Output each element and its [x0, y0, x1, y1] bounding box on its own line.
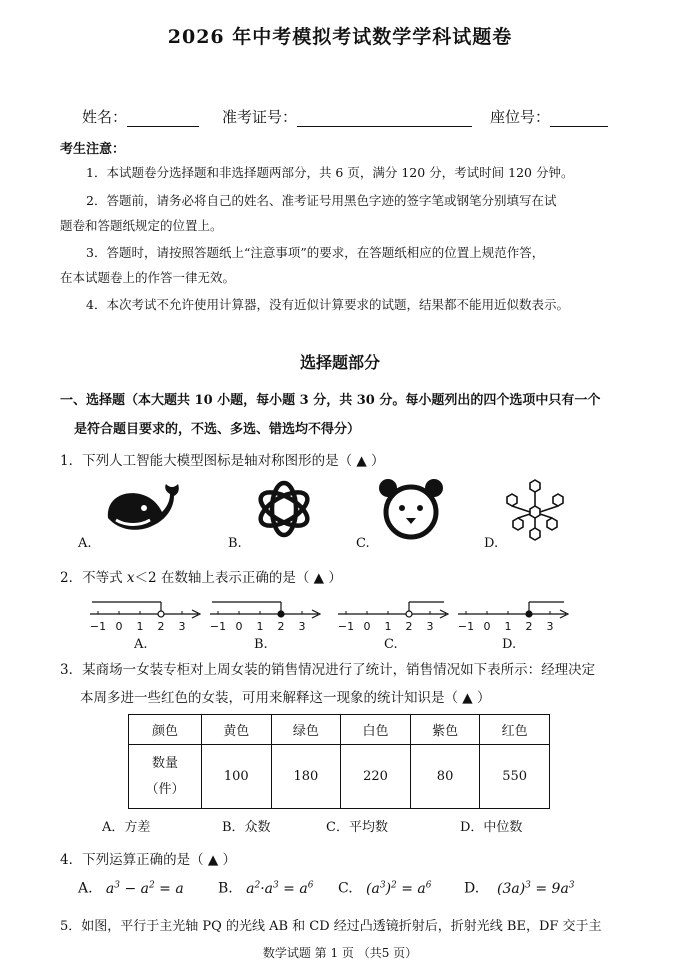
q4-option-d-label: D. — [464, 880, 480, 897]
number-line-tick-label: 0 — [363, 620, 371, 633]
q4-option-b[interactable] — [218, 880, 313, 897]
q1-option-a[interactable]: A. — [78, 536, 92, 551]
table-row-label-line1: 数量 — [151, 755, 178, 771]
q4-option-b-expr: $a^2\cdot a^3 = a^6$ — [237, 880, 314, 897]
number-line-open-point — [158, 611, 164, 617]
number-line-open-point — [406, 611, 412, 617]
question-5: 5．如图，平行于主光轴 PQ 的光线 AB 和 CD 经过凸透镜折射后，折射光线 BE，DF 交于主 — [60, 919, 602, 934]
number-line-closed-point — [278, 611, 284, 617]
number-line-tick-label: 3 — [298, 620, 306, 633]
number-line-tick-label: −1 — [337, 620, 355, 633]
q4-option-c-expr: $(a^3)^2 = a^6$ — [357, 880, 432, 897]
whale-logo-icon — [100, 478, 188, 540]
ticket-blank[interactable] — [297, 110, 472, 127]
page-title: 2026 年中考模拟考试数学学科试题卷 — [167, 26, 513, 48]
q4-option-c-label: C. — [338, 880, 353, 897]
q3-option-d[interactable]: D．中位数 — [460, 820, 523, 835]
table-row-label — [129, 745, 202, 809]
q4-option-a-expr: $a^3 - a^2 = a$ — [97, 880, 184, 897]
question-4: 4．下列运算正确的是（ ▲ ） — [60, 852, 237, 868]
table-header-color: 绿色 — [271, 715, 341, 745]
number-line-tick-label: 2 — [277, 620, 285, 633]
number-line-tick-label: 1 — [504, 620, 512, 633]
notice-item: 3．答题时，请按照答题纸上“注意事项”的要求，在答题纸相应的位置上规范作答， — [86, 245, 545, 260]
notice-item: 在本试题卷上的作答一律无效。 — [60, 270, 236, 285]
part-one-heading: 一、选择题（本大题共 10 小题，每小题 3 分，共 30 分。每小题列出的四个选项中只有一个 — [60, 393, 601, 408]
notice-item: 1．本试题卷分选择题和非选择题两部分，共 6 页，满分 120 分，考试时间 120 分钟。 — [86, 165, 574, 180]
q2-text-post: ＜2 在数轴上表示正确的是（ ▲ ） — [134, 570, 342, 586]
table-cell: 180 — [271, 745, 341, 809]
q2-option-a[interactable]: A. — [134, 637, 148, 652]
number-line-tick-label: 2 — [525, 620, 533, 633]
q2-variable: x — [126, 570, 135, 586]
section-title: 选择题部分 — [299, 353, 380, 372]
seat-blank[interactable] — [550, 110, 608, 127]
q1-option-d[interactable]: D. — [484, 536, 499, 551]
question-3-cont: 本周多进一些红色的女装，可用来解释这一现象的统计知识是（ ▲ ） — [80, 690, 491, 706]
question-3: 3．某商场一女装专柜对上周女装的销售情况进行了统计，销售情况如下表所示：经理决定 — [60, 662, 596, 678]
table-header-color: 红色 — [480, 715, 550, 745]
name-label: 姓名： — [82, 108, 128, 126]
q4-option-b-label: B. — [218, 880, 233, 897]
sales-table — [128, 714, 550, 809]
page-footer: 数学试题 第 1 页 （共5 页） — [262, 946, 418, 960]
seat-label: 座位号： — [490, 108, 551, 126]
table-cell: 220 — [341, 745, 411, 809]
q4-option-d-expr: $(3a)^3 = 9a^3$ — [483, 880, 575, 897]
q3-option-b[interactable]: B．众数 — [222, 820, 271, 835]
table-header-color: 黄色 — [202, 715, 272, 745]
q3-option-a[interactable]: A．方差 — [102, 820, 151, 835]
number-line-tick-label: 3 — [546, 620, 554, 633]
number-line-tick-label: 3 — [426, 620, 434, 633]
number-line-b — [208, 596, 324, 636]
ticket-field-group — [222, 106, 472, 127]
name-field-group — [82, 106, 199, 127]
number-line-tick-label: 1 — [136, 620, 144, 633]
question-2 — [60, 566, 342, 586]
q4-option-d[interactable] — [464, 880, 575, 897]
q4-option-c[interactable] — [338, 880, 432, 897]
panda-logo-icon — [376, 476, 446, 542]
part-one-heading-cont: 是符合题目要求的，不选、多选、错选均不得分） — [74, 422, 361, 437]
notice-heading: 考生注意： — [60, 142, 126, 157]
knot-logo-icon — [248, 478, 320, 540]
number-line-a — [88, 596, 204, 636]
number-line-c — [336, 596, 452, 636]
number-line-tick-label: 2 — [405, 620, 413, 633]
number-line-tick-label: 0 — [115, 620, 123, 633]
q3-option-c[interactable]: C．平均数 — [326, 820, 388, 835]
q2-text-pre: 2．不等式 — [60, 570, 127, 586]
table-header-color: 紫色 — [410, 715, 480, 745]
number-line-closed-point — [526, 611, 532, 617]
table-cell: 100 — [202, 745, 272, 809]
name-blank[interactable] — [127, 110, 199, 127]
number-line-tick-label: −1 — [209, 620, 227, 633]
number-line-tick-label: 0 — [483, 620, 491, 633]
q4-option-a-label: A. — [78, 880, 93, 897]
question-1: 1．下列人工智能大模型图标是轴对称图形的是（ ▲ ） — [60, 453, 385, 469]
ticket-label: 准考证号： — [222, 108, 298, 126]
number-line-tick-label: 1 — [384, 620, 392, 633]
q4-option-a[interactable] — [78, 880, 184, 897]
number-line-tick-label: −1 — [89, 620, 107, 633]
notice-item: 2．答题前，请务必将自己的姓名、准考证号用黑色字迹的签字笔或钢笔分别填写在试 — [86, 193, 557, 208]
number-line-d — [456, 596, 572, 636]
number-line-tick-label: 1 — [256, 620, 264, 633]
notice-item: 题卷和答题纸规定的位置上。 — [60, 218, 223, 233]
table-header-color: 白色 — [341, 715, 411, 745]
number-line-tick-label: 3 — [178, 620, 186, 633]
table-header-label: 颜色 — [129, 715, 202, 745]
number-line-tick-label: 2 — [157, 620, 165, 633]
table-cell: 80 — [410, 745, 480, 809]
notice-item: 4．本次考试不允许使用计算器，没有近似计算要求的试题，结果都不能用近似数表示。 — [86, 297, 569, 312]
q1-option-b[interactable]: B. — [228, 536, 242, 551]
q2-option-b[interactable]: B. — [254, 637, 268, 652]
table-cell: 550 — [480, 745, 550, 809]
q1-option-c[interactable]: C. — [356, 536, 370, 551]
table-row-label-line2: （件） — [145, 781, 185, 797]
number-line-tick-label: −1 — [457, 620, 475, 633]
q2-option-d[interactable]: D. — [502, 637, 517, 652]
q2-option-c[interactable]: C. — [384, 637, 398, 652]
network-logo-icon — [500, 478, 570, 542]
seat-field-group — [490, 106, 608, 127]
number-line-tick-label: 0 — [235, 620, 243, 633]
